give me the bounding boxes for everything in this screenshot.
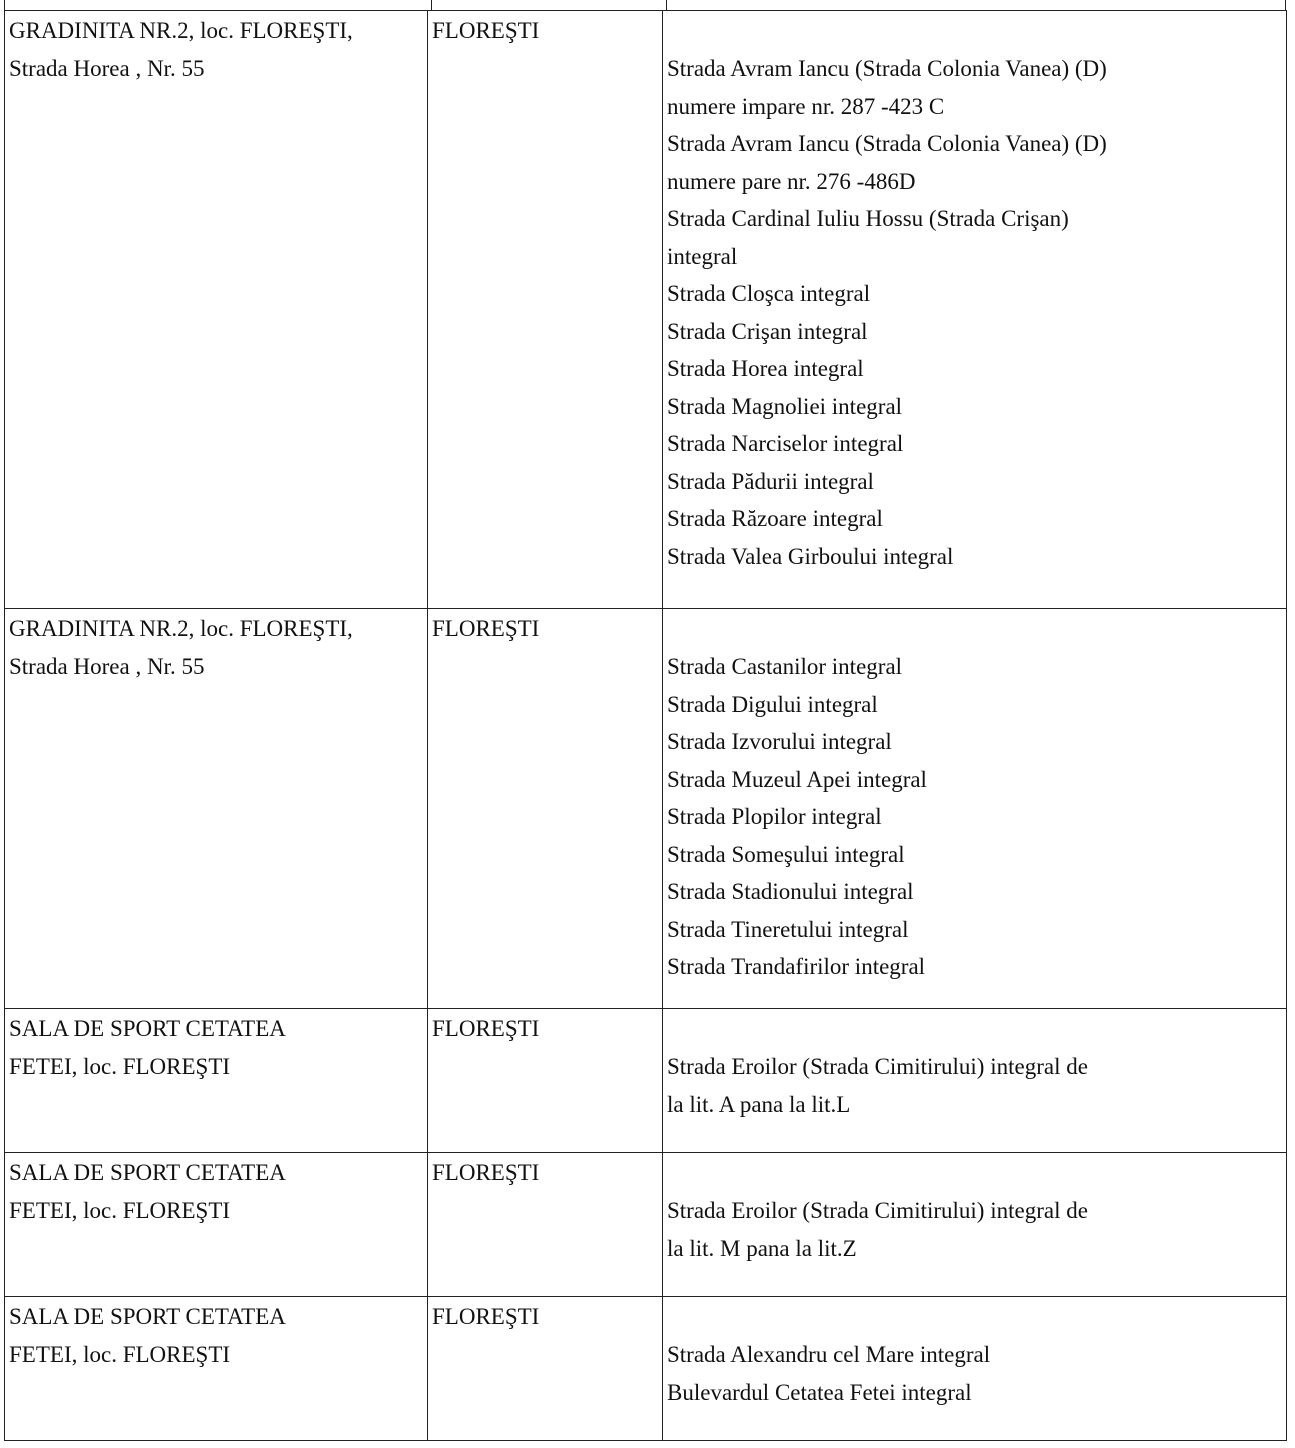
locality-cell	[428, 609, 663, 1009]
street-line: numere impare nr. 287 -423 C	[667, 93, 945, 119]
table-row	[5, 1009, 1287, 1153]
table-row	[5, 1153, 1287, 1297]
table-row	[5, 609, 1287, 1009]
column-divider	[431, 0, 432, 10]
venue-line: Strada Horea , Nr. 55	[9, 55, 205, 81]
polling-station-table	[4, 10, 1287, 1441]
polling-station-cell	[5, 1009, 428, 1153]
street-line: Strada Pădurii integral	[667, 468, 874, 494]
locality-name: FLOREŞTI	[432, 1304, 540, 1329]
street-line: Strada Plopilor integral	[667, 804, 882, 829]
venue-line: SALA DE SPORT CETATEA	[9, 1304, 286, 1329]
street-line: Strada Eroilor (Strada Cimitirului) integral de	[667, 1198, 1088, 1223]
polling-station-cell	[5, 1297, 428, 1441]
polling-station-cell	[5, 1153, 428, 1297]
column-divider	[4, 0, 5, 10]
locality-name: FLOREŞTI	[432, 616, 540, 641]
venue-line: SALA DE SPORT CETATEA	[9, 1016, 286, 1041]
polling-station-cell	[5, 609, 428, 1009]
table-row	[5, 1297, 1287, 1441]
street-line: Strada Izvorului integral	[667, 729, 892, 754]
locality-name: FLOREŞTI	[432, 1160, 540, 1185]
street-line: Strada Avram Iancu (Strada Colonia Vanea) (D)	[667, 56, 1107, 81]
cut-off-text-fragment	[478, 0, 648, 6]
previous-row-edge	[0, 0, 1286, 10]
street-line: Strada Narciselor integral	[667, 431, 904, 456]
street-line: Strada Trandafirilor integral	[667, 954, 926, 979]
locality-cell	[428, 1009, 663, 1153]
streets-cell	[663, 1297, 1287, 1441]
streets-cell	[663, 1009, 1287, 1153]
street-line: Strada Crişan integral	[667, 318, 868, 344]
street-line: Strada Stadionului integral	[667, 879, 914, 904]
street-line: Strada Eroilor (Strada Cimitirului) integral de	[667, 1054, 1088, 1079]
street-line: Strada Castanilor integral	[667, 654, 903, 679]
street-line: la lit. M pana la lit.Z	[667, 1235, 857, 1261]
street-line: Strada Răzoare integral	[667, 506, 883, 531]
streets-cell	[663, 609, 1287, 1009]
streets-cell	[663, 11, 1287, 609]
locality-name: FLOREŞTI	[432, 1016, 540, 1041]
street-line: la lit. A pana la lit.L	[667, 1091, 851, 1117]
street-line: Bulevardul Cetatea Fetei integral	[667, 1379, 972, 1405]
locality-name: FLOREŞTI	[432, 18, 540, 43]
venue-line: FETEI, loc. FLOREŞTI	[9, 1053, 231, 1079]
venue-line: FETEI, loc. FLOREŞTI	[9, 1341, 231, 1367]
street-line: Strada Valea Girboului integral	[667, 543, 954, 569]
street-line: Strada Cloşca integral	[667, 281, 871, 306]
street-line: Strada Digului integral	[667, 691, 878, 717]
table-row	[5, 11, 1287, 609]
street-line: integral	[667, 243, 738, 269]
street-line: Strada Alexandru cel Mare integral	[667, 1342, 991, 1367]
streets-cell	[663, 1153, 1287, 1297]
locality-cell	[428, 1153, 663, 1297]
street-line: Strada Magnoliei integral	[667, 393, 903, 419]
venue-line: GRADINITA NR.2, loc. FLOREŞTI,	[9, 616, 353, 641]
locality-cell	[428, 11, 663, 609]
polling-station-cell	[5, 11, 428, 609]
column-divider	[1285, 0, 1286, 10]
column-divider	[666, 0, 667, 10]
venue-line: SALA DE SPORT CETATEA	[9, 1160, 286, 1185]
street-line: numere pare nr. 276 -486D	[667, 168, 916, 194]
venue-line: FETEI, loc. FLOREŞTI	[9, 1197, 231, 1223]
street-line: Strada Someşului integral	[667, 841, 905, 867]
street-line: Strada Avram Iancu (Strada Colonia Vanea) (D)	[667, 131, 1107, 156]
venue-line: Strada Horea , Nr. 55	[9, 653, 205, 679]
street-line: Strada Muzeul Apei integral	[667, 766, 927, 792]
street-line: Strada Tineretului integral	[667, 916, 909, 942]
locality-cell	[428, 1297, 663, 1441]
street-line: Strada Cardinal Iuliu Hossu (Strada Crişan)	[667, 206, 1069, 231]
street-line: Strada Horea integral	[667, 356, 864, 381]
venue-line: GRADINITA NR.2, loc. FLOREŞTI,	[9, 18, 353, 43]
